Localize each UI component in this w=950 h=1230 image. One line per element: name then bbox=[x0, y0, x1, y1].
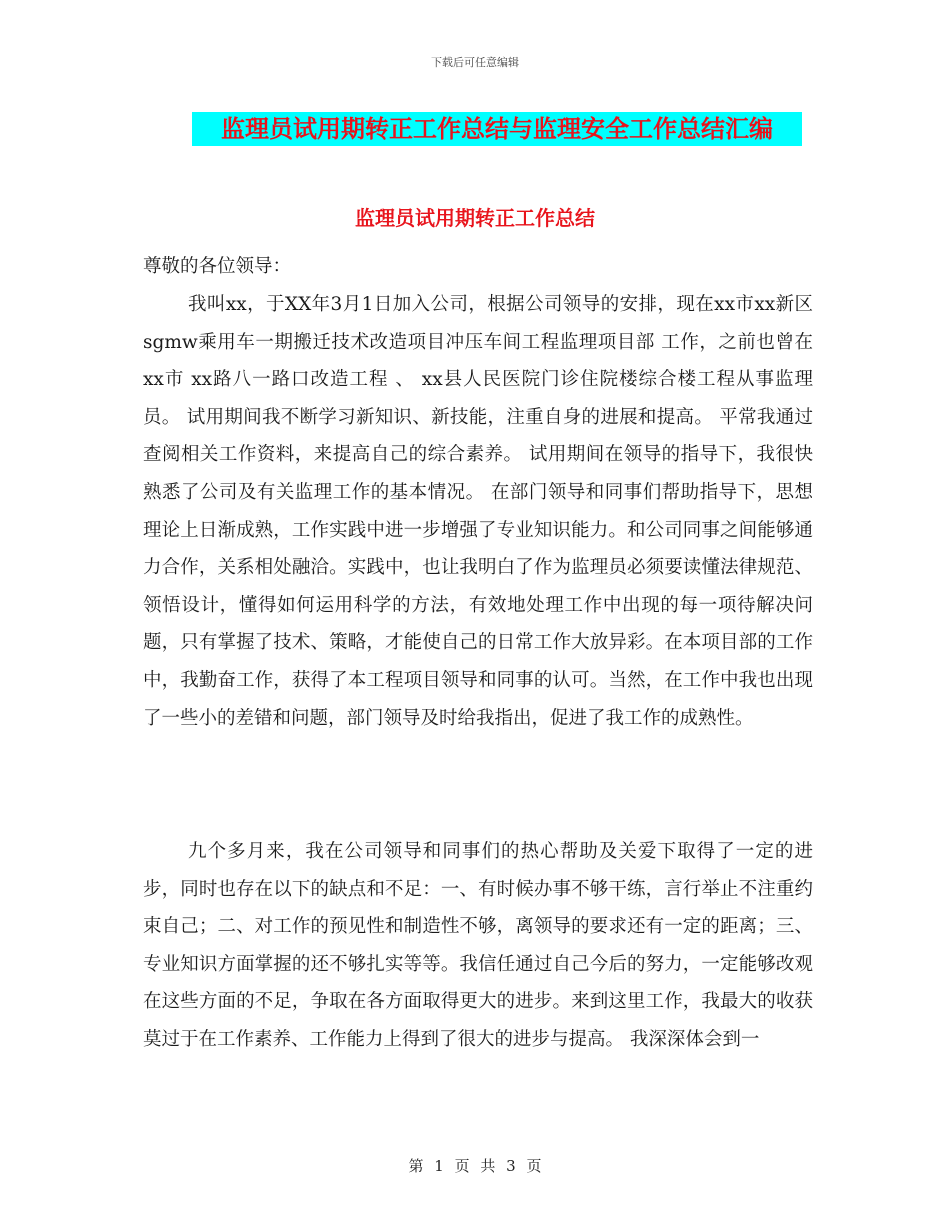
header-note: 下载后可任意编辑 bbox=[431, 56, 519, 69]
document-main-title: 监理员试用期转正工作总结与监理安全工作总结汇编 bbox=[192, 112, 802, 146]
document-sub-title: 监理员试用期转正工作总结 bbox=[355, 206, 595, 230]
body-paragraph: 九个多月来，我在公司领导和同事们的热心帮助及关爱下取得了一定的进步，同时也存在以下的缺点和不足：一、有时候办事不够干练，言行举止不注重约束自己；二、对工作的预见性和制造性不够，离领导的要求还有一定的距离；三、专业知识方面掌握的还不够扎实等等。我信任通过自己今后的努力，一定能够改观在这些方面的不足，争取在各方面取得更大的进步。来到这里工作，我最大的收获莫过于在工作素养、工作能力上得到了很大的进步与提高。 我深深体会到一 bbox=[143, 841, 813, 1050]
greeting-line: 尊敬的各位领导： bbox=[143, 256, 292, 277]
body-paragraph: 我叫xx，于XX年3月1日加入公司，根据公司领导的安排，现在xx市xx新区sgmw乘用车一期搬迁技术改造项目冲压车间工程监理项目部 工作，之前也曾在xx市 xx路八一路口改造工程 、 xx县人民医院门诊住院楼综合楼工程从事监理员。 试用期间我不断学习新知识、新技能，注重自身的进展和提高。 平常我通过查阅相关工作资料，来提高自己的综合素养。 试用期间在领导的指导下，我很快熟悉了公司及有关监理工作的基本情况。 在部门领导和同事们帮助指导下，思想理论上日渐成熟，工作实践中进一步增强了专业知识能力。和公司同事之间能够通力合作，关系相处融洽。实践中，也让我明白了作为监理员必须要读懂法律规范、领悟设计，懂得如何运用科学的方法，有效地处理工作中出现的每一项待解决问题，只有掌握了技术、策略，才能使自己的日常工作大放异彩。在本项目部的工作中，我勤奋工作，获得了本工程项目领导和同事的认可。当然，在工作中我也出现了一些小的差错和问题，部门领导及时给我指出，促进了我工作的成熟性。 bbox=[143, 294, 813, 729]
page-number-footer: 第 1 页 共 3 页 bbox=[408, 1157, 542, 1175]
